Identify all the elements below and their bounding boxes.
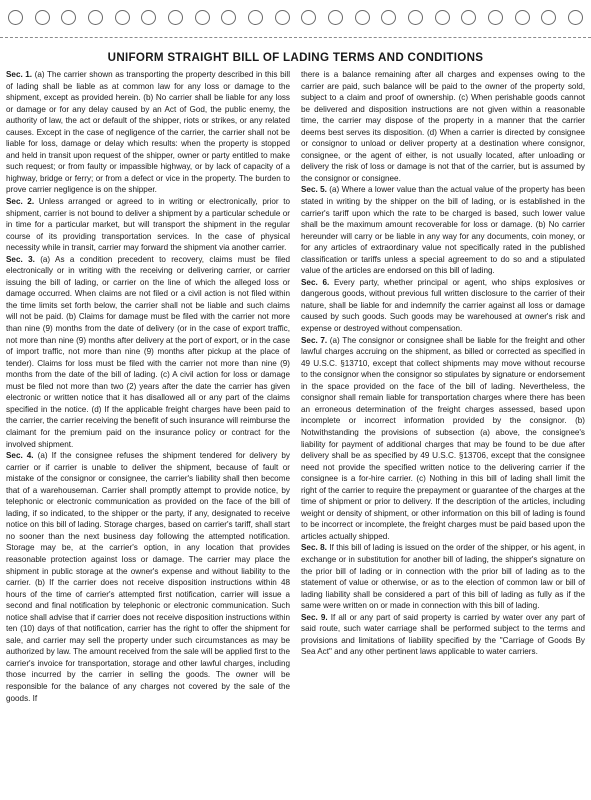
document-title: UNIFORM STRAIGHT BILL OF LADING TERMS AND CONDITIONS bbox=[107, 51, 484, 64]
section-text: (a) If the consignee refuses the shipment tendered for delivery by carrier or if carrier is unable to deliver the shipment, because of fault or mistake of the consignor or consignee, the carrier's liability shall then become that of a warehouseman. Carrier shall promptly attempt to provide notice, by telephonic or electronic communication as provided on the face of the bill of lading, if so indicated, to the shipper or the party, if any, designated to receive notice on this bill of lading. Storage charges, based on carrier's tariff, shall start no sooner than the next business day following the attempted notification. Storage may be, at the carrier's option, in any location that provides reasonable protection against loss or damage. The carrier may place the shipment in public storage at the owner's expense and without liability to the carrier. (b) If the carrier does not receive disposition instructions within 48 hours of the time of carrier's attempted first notification, carrier will issue a second and final notification by telephonic or electronic communication. Such notice shall advise that if carrier does not receive disposition instructions within ten (10) days of that notification, carrier has the right to offer the shipment for sale, and carrier may sell the property under such circumstances as may be authorized by law. The amount received from the sale will be applied first to the carrier's invoice for transportation, storage and other lawful charges, including those incurred by the carrier in selling the goods. The owner will be responsible for the balance of any charges not covered by the sale of the goods. If bbox=[6, 451, 290, 703]
binding-hole bbox=[141, 10, 156, 25]
terms-body bbox=[6, 69, 585, 794]
binding-hole bbox=[248, 10, 263, 25]
right-column bbox=[301, 69, 585, 794]
section-heading: Sec. 7. bbox=[301, 335, 328, 345]
binding-hole bbox=[461, 10, 476, 25]
binding-hole bbox=[61, 10, 76, 25]
binding-hole bbox=[355, 10, 370, 25]
binding-hole bbox=[221, 10, 236, 25]
binding-hole bbox=[568, 10, 583, 25]
section-3 bbox=[6, 254, 290, 450]
section-text: Every party, whether principal or agent, who ships explosives or dangerous goods, without previous full written disclosure to the carrier of their nature, shall be liable for and indemnify the carrier against all loss or damage caused by such goods. Such goods may be warehoused at owner's risk and expense or destroyed without compensation. bbox=[301, 277, 585, 334]
perforation-line bbox=[0, 37, 591, 38]
binding-hole bbox=[115, 10, 130, 25]
section-text: If this bill of lading is issued on the order of the shipper, or his agent, in exchange or in substitution for another bill of lading, the shipper's signature on the prior bill of lading or in connection with the prior bill of lading as to the statement of value or otherwise, or as to the election of common law or bill of lading liability shall be considered a part of this bill of lading as fully as if the same were written on or made in connection with this bill of lading. bbox=[301, 543, 585, 611]
section-text: (a) As a condition precedent to recovery, claims must be filed electronically or in writing with the receiving or delivering carrier, or carrier issuing the bill of lading, or carrier on the line of which the alleged loss or damage occurred. When claims are not filed or a civil action is not filed within the time limits set forth below, the carrier shall not be liable and such claims will not be paid. (b) Claims for damage must be filed with the carrier not more than nine (9) months from the date of delivery (or in the case of export traffic, not more than nine (9) months after delivery at the port of export, or in the case of import traffic, not more than nine (9) months after pickup at the place of tender). Claims for loss must be filed with the carrier not more than nine (9) months from the date of the bill of lading. (c) A civil action for loss or damage must be filed not more than two (2) years after the date the carrier has given electronic or written notice that it has disallowed all or any part of the claims specified in the notice. (d) If the applicable freight charges have been paid to the carrier, the carrier receiving the benefit of such insurance will reimburse the claimant for the premium paid on the insurance policy or contract for the involved shipment. bbox=[6, 254, 290, 449]
section-text: (a) Where a lower value than the actual value of the property has been stated in writing by the shipper on the bill of lading, or is established in the carrier's tariff upon which the rate to be charged is based, such lower value shall be the maximum amount recoverable for loss or damage. (b) No carrier hereunder will carry or be liable in any way for any documents, coin money, or for any articles of extraordinary value not specifically rated in the published classification or tariffs unless a special agreement to do so and a stipulated value of the articles are endorsed on this bill of lading. bbox=[301, 185, 585, 276]
section-heading: Sec. 4. bbox=[6, 451, 34, 461]
section-4-continued bbox=[301, 69, 585, 184]
section-heading: Sec. 1. bbox=[6, 70, 33, 79]
section-heading: Sec. 6. bbox=[301, 277, 330, 287]
binding-hole bbox=[195, 10, 210, 25]
section-text: Unless arranged or agreed to in writing or electronically, prior to shipment, carrier is not bound to deliver a shipment by a particular schedule or in time for a particular market, but will transport the shipment in the regular course of its providing transportation services. In the case of physical necessity while in transit, carrier may forward the shipment via another carrier. bbox=[6, 197, 290, 253]
section-heading: Sec. 5. bbox=[301, 185, 327, 195]
binding-hole bbox=[435, 10, 450, 25]
section-heading: Sec. 8. bbox=[301, 543, 327, 553]
section-6 bbox=[301, 277, 585, 335]
binding-hole bbox=[88, 10, 103, 25]
binding-hole bbox=[328, 10, 343, 25]
section-5 bbox=[301, 184, 585, 276]
section-heading: Sec. 3. bbox=[6, 254, 35, 264]
binding-hole bbox=[8, 10, 23, 25]
section-text: (a) The consignor or consignee shall be liable for the freight and other lawful charges accruing on the shipment, as billed or corrected as specified in 49 U.S.C. §13710, except that collect shipments may move without recourse to the consignor when the consignor so stipulates by signature or endorsement in the space provided on the face of the bill of lading. Nevertheless, the consignor shall remain liable for transportation charges where there has been an erroneous determination of the freight charges assessed, based upon incomplete or incorrect information provided by the consignor. (b) Notwithstanding the provisions of subsection (a) above, the consignee's liability for payment of additional charges that may be found to be due after delivery shall be as specified by 49 U.S.C. §13706, except that the consignee need not provide the specified written notice to the delivering carrier if the consignee is a for-hire carrier. (c) Nothing in this bill of lading shall limit the right of the carrier to require the prepayment or guarantee of the charges at the time of shipment or prior to delivery. If the description of the articles, including weight or density of shipment, or other information on this bill of lading is found to be incorrect or incomplete, the freight charges must be paid based upon the articles actually shipped. bbox=[301, 335, 585, 541]
section-heading: Sec. 2. bbox=[6, 197, 35, 207]
binding-hole bbox=[408, 10, 423, 25]
binding-holes-strip bbox=[0, 0, 591, 34]
section-text: there is a balance remaining after all charges and expenses owing to the carrier are paid, such balance will be paid to the owner of the property sold, subject to a claim and proof of ownership. (c) When perishable goods cannot be delivered and disposition instructions are not given within a reasonable time, the carrier may dispose of the property in a manner that the carrier deems best serves its disposition. (d) When a carrier is directed by consignee or consignor to unload or deliver property at a destination where consignor, consignee, or the agent of either, is not usually located, after unloading or delivery the risk of loss or damage is not that of the carrier, but is assumed by the consignor or consignee. bbox=[301, 70, 585, 183]
section-4 bbox=[6, 450, 290, 704]
binding-hole bbox=[381, 10, 396, 25]
binding-hole bbox=[275, 10, 290, 25]
binding-hole bbox=[541, 10, 556, 25]
section-text: If all or any part of said property is carried by water over any part of said route, such water carriage shall be performed subject to the terms and provisions and limitations of liability specified by the "Carriage of Goods By Sea Act" and any other pertinent laws applicable to water carriers. bbox=[301, 612, 585, 657]
section-2 bbox=[6, 196, 290, 254]
left-column bbox=[6, 69, 290, 794]
binding-hole bbox=[168, 10, 183, 25]
section-1 bbox=[6, 69, 290, 196]
section-7 bbox=[301, 335, 585, 543]
section-heading: Sec. 9. bbox=[301, 612, 328, 622]
binding-hole bbox=[515, 10, 530, 25]
binding-hole bbox=[35, 10, 50, 25]
section-9 bbox=[301, 612, 585, 658]
binding-hole bbox=[301, 10, 316, 25]
section-8 bbox=[301, 542, 585, 611]
section-text: (a) The carrier shown as transporting the property described in this bill of lading shall be liable as at common law for any loss or damage to the shipment, except as provided herein. (b) No carrier shall be liable for any loss or damage or for any delay caused by an Act of God, the public enemy, the authority of law, the act or default of the shipper, riots or strikes, or any related causes. Except in the case of negligence of the carrier, the carrier shall not be liable for loss, damage or delay which results: when the property is stopped and held in transit upon request of the shipper, owner or party entitled to make such request; or from faulty or impassible highway, or by lack of capacity of a highway, bridge or ferry; or from a defect or vice in the property. The burden to prove carrier negligence is on the shipper. bbox=[6, 70, 290, 195]
binding-hole bbox=[488, 10, 503, 25]
